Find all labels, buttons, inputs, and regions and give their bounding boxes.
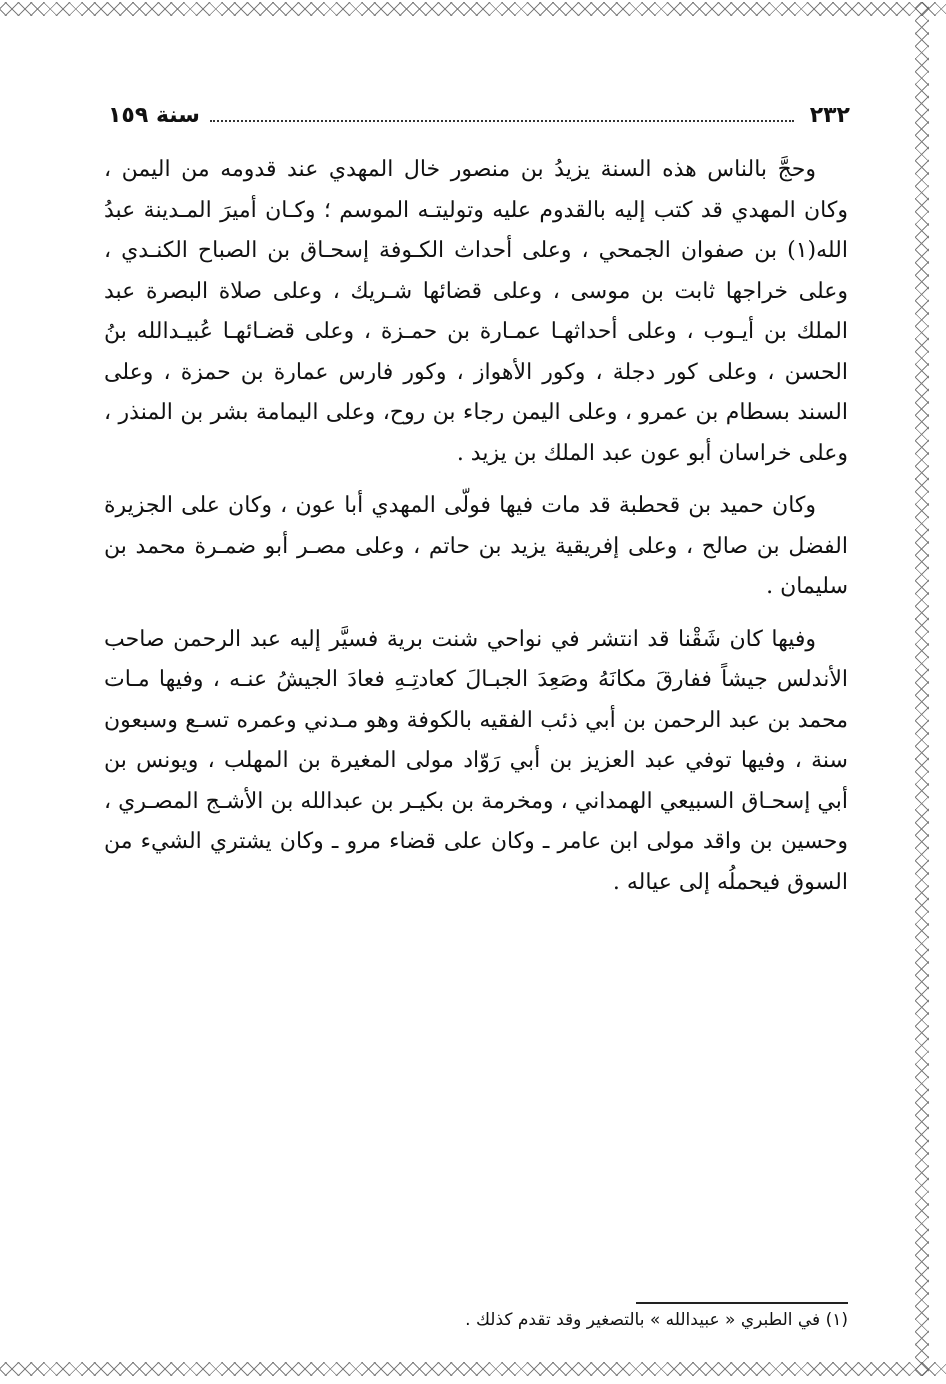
paragraph-2: وكان حميد بن قحطبة قد مات فيها فولّى المهدي أبا عون ، وكان على الجزيرة الفضل بن صالح ، وعلى إفريقية يزيد بن حاتم ، وعلى مصـر أبو ضمـرة محمد بن سليمان . (104, 493, 848, 599)
decorative-border-right (915, 2, 929, 1376)
year-label: سنة ١٥٩ (108, 103, 200, 128)
running-header (108, 92, 850, 128)
decorative-border-top (0, 2, 946, 16)
footnote-separator (636, 1302, 848, 1304)
decorative-border-bottom (0, 1362, 946, 1376)
main-text (104, 150, 848, 915)
page-number: ٢٣٢ (809, 103, 850, 128)
paragraph-1: وحجَّ بالناس هذه السنة يزيدُ بن منصور خال المهدي عند قدومه من اليمن ، وكان المهدي قد كتب إليه بالقدوم عليه وتوليتـه الموسم ؛ وكـان أميرَ المـدينة عبدُ الله(١) بن صفوان الجمحي ، وعلى أحداث الكـوفة إسحـاق بن الصباح الكنـدي ، وعلى خراجها ثابت بن موسى ، وعلى قضائها شـريك ، وعلى صلاة البصرة عبد الملك بن أيـوب ، وعلى أحداثهـا عمـارة بن حمـزة ، وعلى قضـائهـا عُبيـدالله بنُ الحسن ، وعلى كور دجلة ، وكور الأهواز ، وكور فارس عمارة بن حمزة ، وعلى السند بسطام بن عمرو ، وعلى اليمن رجاء بن روح، وعلى اليمامة بشر بن المنذر ، وعلى خراسان أبو عون عبد الملك بن يزيد . (104, 157, 848, 466)
footnote: (١) في الطبري « عبيدالله » بالتصغير وقد تقدم كذلك . (465, 1310, 848, 1330)
paragraph-3: وفيها كان شَقْنا قد انتشر في نواحي شنت برية فسيَّر إليه عبد الرحمن صاحب الأندلس جيشاً ففارقَ مكانَهُ وصَعِدَ الجبـالَ كعادتِـهِ فعادَ الجيشُ عنـه ، وفيها مـات محمد بن عبد الرحمن بن أبي ذئب الفقيه بالكوفة وهو مـدني وعمره تسـع وسبعون سنة ، وفيها توفي عبد العزيز بن أبي رَوّاد مولى المغيرة بن المهلب ، ويونس بن أبي إسحـاق السبيعي الهمداني ، ومخرمة بن بكيـر بن عبدالله بن الأشـج المصـري ، وحسين بن واقد مولى ابن عامر ـ وكان على قضاء مرو ـ وكان يشتري الشيء من السوق فيحملُه إلى عياله . (104, 626, 848, 895)
header-dotted-leader (210, 119, 794, 122)
